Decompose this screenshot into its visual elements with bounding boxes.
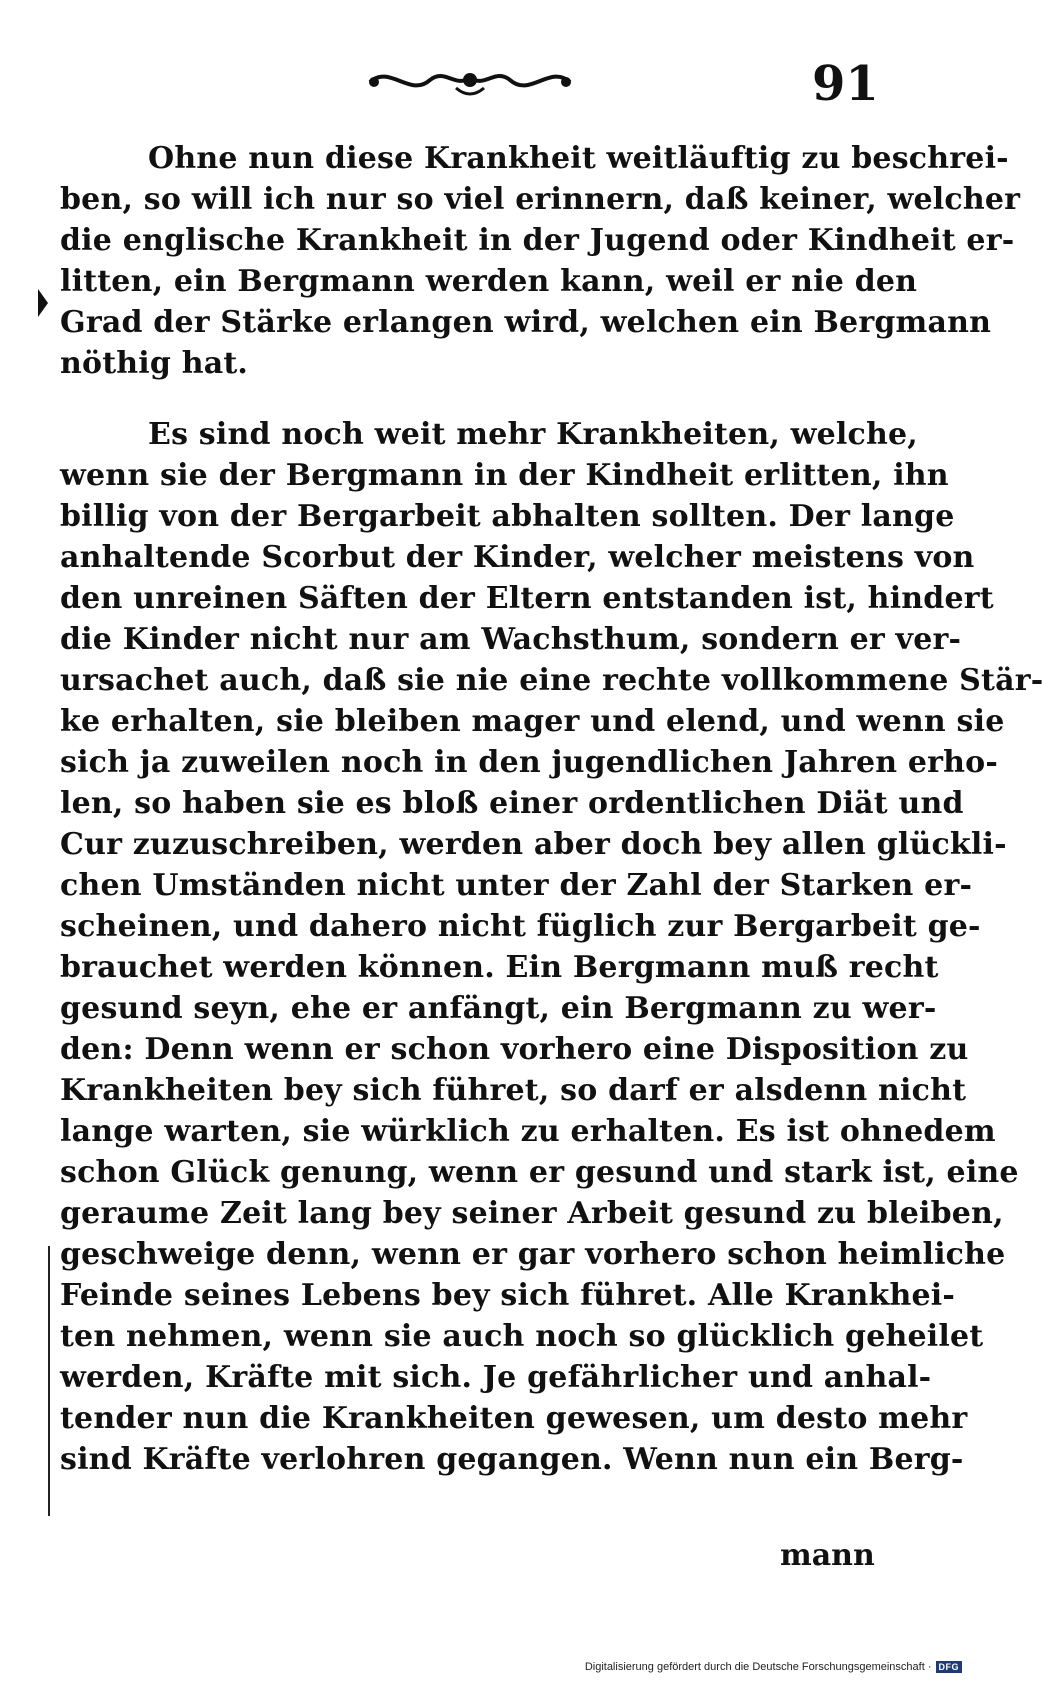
text-line: Es sind noch weit mehr Krankheiten, welche, <box>148 417 918 452</box>
margin-rule <box>48 1246 50 1516</box>
text-line: geschweige denn, wenn er gar vorhero schon heimliche <box>60 1237 1006 1272</box>
text-line: ke erhalten, sie bleiben mager und elend, und wenn sie <box>60 704 1005 739</box>
text-line: die Kinder nicht nur am Wachsthum, sondern er ver- <box>60 622 962 657</box>
text-line: brauchet werden können. Ein Bergmann muß recht <box>60 950 939 985</box>
text-line: tender nun die Krankheiten gewesen, um desto mehr <box>60 1401 968 1436</box>
text-line: ben, so will ich nur so viel erinnern, daß keiner, welcher <box>60 182 1021 217</box>
text-line: ten nehmen, wenn sie auch noch so glücklich geheilet <box>60 1319 984 1354</box>
text-line: billig von der Bergarbeit abhalten sollten. Der lange <box>60 499 955 534</box>
catchword: mann <box>780 1538 875 1573</box>
text-line: schon Glück genung, wenn er gesund und stark ist, eine <box>60 1155 1019 1190</box>
paragraph-2 <box>60 414 1043 1480</box>
text-line: Grad der Stärke erlangen wird, welchen ein Bergmann <box>60 305 992 340</box>
digitization-credit <box>585 1661 962 1673</box>
text-line: lange warten, sie würklich zu erhalten. Es ist ohnedem <box>60 1114 996 1149</box>
text-line: len, so haben sie es bloß einer ordentlichen Diät und <box>60 786 964 821</box>
text-line: anhaltende Scorbut der Kinder, welcher meistens von <box>60 540 975 575</box>
page-number: 91 <box>812 56 879 112</box>
paragraph-1 <box>60 138 1021 384</box>
text-line: den unreinen Säften der Eltern entstanden ist, hindert <box>60 581 994 616</box>
text-line: sich ja zuweilen noch in den jugendlichen Jahren erho- <box>60 745 999 780</box>
dfg-logo-icon: DFG <box>936 1661 963 1673</box>
text-line: ursachet auch, daß sie nie eine rechte vollkommene Stär- <box>60 663 1043 698</box>
text-line: geraume Zeit lang bey seiner Arbeit gesund zu bleiben, <box>60 1196 1004 1231</box>
text-line: nöthig hat. <box>60 346 249 381</box>
text-line: chen Umständen nicht unter der Zahl der Starken er- <box>60 868 973 903</box>
margin-marker-icon <box>38 289 48 317</box>
text-line: gesund seyn, ehe er anfängt, ein Bergmann zu wer- <box>60 991 937 1026</box>
credit-text: Digitalisierung gefördert durch die Deutsche Forschungsgemeinschaft · <box>584 1661 932 1673</box>
text-line: wenn sie der Bergmann in der Kindheit erlitten, ihn <box>60 458 949 493</box>
text-line: Feinde seines Lebens bey sich führet. Alle Krankhei- <box>60 1278 956 1313</box>
headpiece-ornament-icon <box>360 58 580 102</box>
text-line: werden, Kräfte mit sich. Je gefährlicher und anhal- <box>60 1360 932 1395</box>
text-line: die englische Krankheit in der Jugend oder Kindheit er- <box>60 223 1015 258</box>
text-line: Krankheiten bey sich führet, so darf er alsdenn nicht <box>60 1073 967 1108</box>
text-line: den: Denn wenn er schon vorhero eine Disposition zu <box>60 1032 969 1067</box>
text-line: litten, ein Bergmann werden kann, weil er nie den <box>60 264 918 299</box>
text-line: sind Kräfte verlohren gegangen. Wenn nun ein Berg- <box>60 1442 964 1477</box>
body-text <box>60 138 1043 1480</box>
text-line: scheinen, und dahero nicht füglich zur Bergarbeit ge- <box>60 909 981 944</box>
text-line: Cur zuzuschreiben, werden aber doch bey allen glückli- <box>60 827 1007 862</box>
text-line: Ohne nun diese Krankheit weitläuftig zu beschrei- <box>148 141 1009 176</box>
